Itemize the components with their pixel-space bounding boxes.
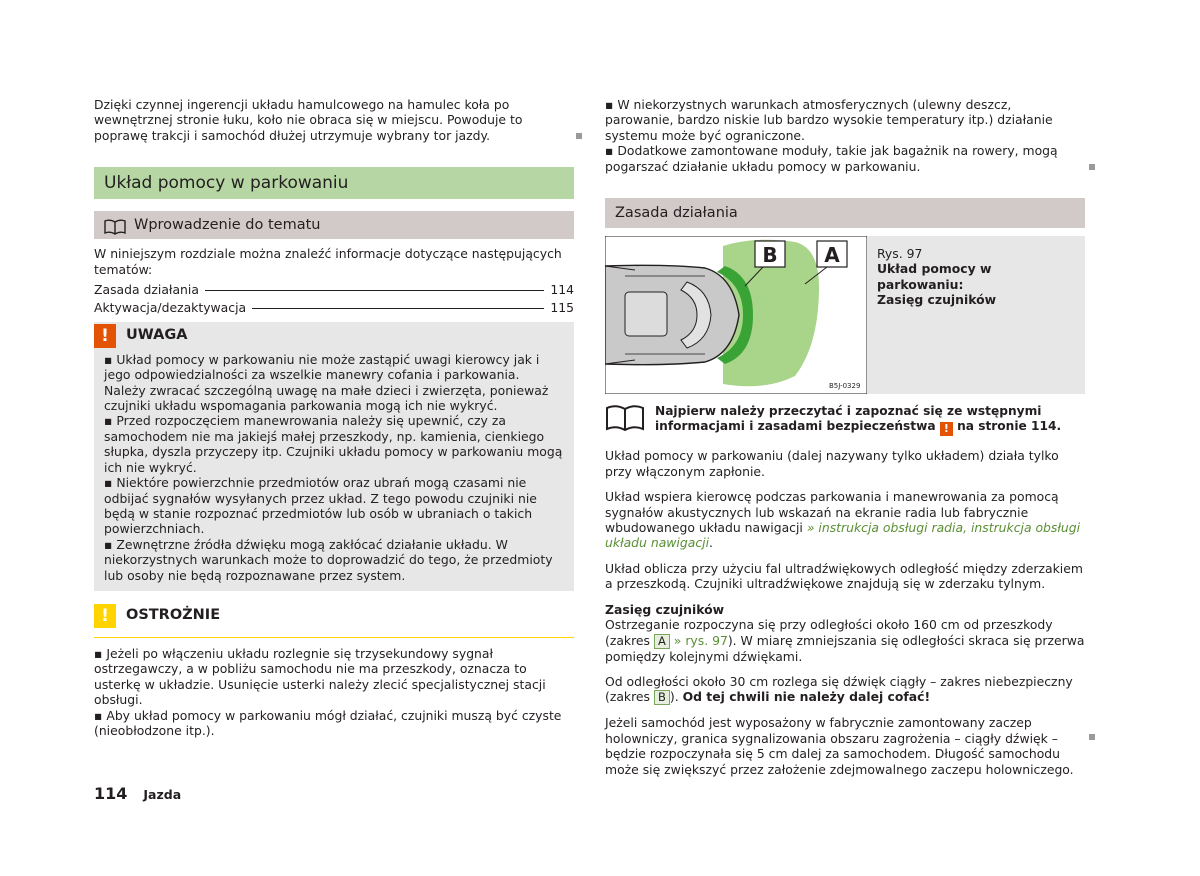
toc-item[interactable]	[94, 300, 574, 315]
warning-item: ▪ Zewnętrzne źródła dźwięku mogą zakłócać działanie układu. W niekorzystnych warunkach może to doprowadzić do tego, że przedmioty lub osoby nie będą rozpoznawane przez system.	[104, 536, 553, 583]
section-title: Zasada działania	[605, 198, 1085, 228]
read-first-text: Najpierw należy przeczytać i zapoznać się ze wstępnymi informacjami i zasadami bezpieczeństwa	[655, 404, 1042, 434]
read-first-ref[interactable]: na stronie 114.	[957, 419, 1062, 434]
label-b: B	[762, 243, 778, 268]
caution-block	[94, 603, 574, 738]
figure-link[interactable]: » rys. 97	[673, 632, 728, 648]
caution-item: ▪ Jeżeli po włączeniu układu rozlegnie się trzysekundowy sygnał ostrzegawczy, a w pobliżu samochodu nie ma przeszkody, oznacza to usterkę w układzie. Usunięcie usterki należy zlecić specjalistycznej stacji obsługi.	[94, 645, 546, 708]
caution-body	[94, 637, 574, 738]
toc-item-label: Aktywacja/dezaktywacja	[94, 300, 247, 316]
top-item: ▪ W niekorzystnych warunkach atmosferycznych (ulewny deszcz, parowanie, bardzo niskie lub bardzo wysokie temperatury itp.) działanie systemu może być ograniczone.	[605, 97, 1053, 143]
warning-icon: !	[94, 324, 116, 348]
toc-item[interactable]	[94, 282, 574, 297]
label-a: A	[824, 243, 840, 268]
toc-list	[94, 282, 574, 316]
page-section: Jazda	[143, 787, 182, 802]
page-number: 114	[94, 784, 128, 803]
danger-note: Od tej chwili nie należy dalej cofać!	[682, 689, 931, 705]
book-icon	[605, 404, 645, 432]
toc-item-page: 114	[550, 282, 574, 298]
toc-lead: W niniejszym rozdziale można znaleźć informacje dotyczące następujących tematów:	[94, 246, 562, 277]
caution-item: ▪ Aby układ pomocy w parkowaniu mógł działać, czujniki muszą być czyste (nieobłodzone itp.).	[94, 707, 562, 738]
chapter-title: Układ pomocy w parkowaniu	[94, 167, 574, 199]
book-icon	[104, 217, 126, 233]
toc-leader	[252, 308, 544, 309]
right-column	[605, 97, 1085, 777]
page-footer	[94, 786, 181, 802]
section-end-marker	[1089, 164, 1095, 170]
warning-title: UWAGA	[126, 327, 188, 344]
paragraph: Układ oblicza przy użyciu fal ultradźwiękowych odległość między zderzakiem a przeszkodą. Czujniki ultradźwiękowe znajdują się w zderzaku tylnym.	[605, 560, 1083, 592]
car-roof	[625, 292, 667, 336]
intro-section-title: Wprowadzenie do tematu	[134, 217, 321, 234]
top-item: ▪ Dodatkowe zamontowane moduły, takie jak bagażnik na rowery, mogą pogarszać działanie układu pomocy w parkowaniu.	[605, 143, 1058, 174]
caution-header	[94, 603, 574, 629]
paragraph: Od odległości około 30 cm rozlega się dźwięk ciągły – zakres niebezpieczny (zakres B ). Od tej chwili nie należy dalej cofać!	[605, 673, 1073, 705]
warning-item: ▪ Niektóre powierzchnie przedmiotów oraz ubrań mogą czasami nie odbijać sygnałów wysyłanych przez układ. Z tego powodu czujniki nie będą w stanie rozpoznać przedmiotów lub osób w ubraniach o takich powierzchniach.	[104, 475, 537, 537]
caption-line1: Układ pomocy w parkowaniu:	[877, 261, 992, 292]
paragraph: Jeżeli samochód jest wyposażony w fabrycznie zamontowany zaczep holowniczy, granica sygnalizowania obszaru zagrożenia – ciągły dźwięk – będzie rozpoczynała się 5 cm dalej za samochodem. Długość samochodu może się zwiększyć przez założenie zdejmowalnego zaczepu holowniczego.	[605, 715, 1074, 777]
warning-body	[94, 348, 574, 591]
read-first-note	[605, 404, 1085, 436]
manual-link[interactable]: » instrukcja obsługi radia, instrukcja obsługi układu nawigacji	[605, 520, 1081, 551]
intro-section-header	[94, 211, 574, 239]
intro-paragraph: Dzięki czynnej ingerencji układu hamulcowego na hamulec koła po wewnętrznej stronie łuku, koło nie obraca się w miejscu. Powoduje to poprawę trakcji i samochód dłużej utrzymuje wybrany tor jazdy.	[94, 97, 523, 143]
paragraph: Układ wspiera kierowcę podczas parkowania i manewrowania za pomocą sygnałów akustycznych lub wskazań na ekranie radia lub fabrycznie wbudowanego układu nawigacji » instrukcja obsługi radia, instrukcja obsługi układu nawigacji.	[605, 489, 1081, 551]
paragraph: Układ pomocy w parkowaniu (dalej nazywany tylko układem) działa tylko przy włączonym zapłonie.	[605, 448, 1059, 479]
parking-sensor-diagram	[605, 236, 867, 394]
warning-box	[94, 322, 574, 591]
left-column	[94, 97, 574, 738]
warning-item: ▪ Układ pomocy w parkowaniu nie może zastąpić uwagi kierowcy jak i jego odpowiedzialności za wszelkie manewry cofania i parkowania. Należy zwracać szczególną uwagę na małe dzieci i zwierzęta, ponieważ czujniki układu wspomagania parkowania mogą ich nie wykryć.	[104, 351, 549, 414]
section-end-marker	[1089, 734, 1095, 740]
warning-icon: !	[940, 422, 953, 436]
warning-header	[94, 322, 574, 348]
zone-b-ref: B	[654, 690, 670, 705]
figure-97	[605, 236, 1085, 394]
caption-number: Rys. 97	[877, 246, 923, 262]
toc-item-label: Zasada działania	[94, 282, 199, 298]
paragraph: Ostrzeganie rozpoczyna się przy odległości około 160 cm od przeszkody (zakres A » rys. 97). W miarę zmniejszania się odległości skraca się przerwa pomiędzy kolejnymi dźwiękami.	[605, 617, 1085, 664]
range-title: Zasięg czujników	[605, 601, 725, 617]
figure-caption	[877, 246, 1077, 308]
section-end-marker	[576, 133, 582, 139]
caption-line2: Zasięg czujników	[877, 292, 997, 308]
toc-leader	[205, 290, 544, 291]
caution-icon: !	[94, 604, 116, 628]
warning-item: ▪ Przed rozpoczęciem manewrowania należy się upewnić, czy za samochodem nie ma jakiejś małej przeszkody, np. kamienia, cienkiego słupka, dyszla przyczepy itp. Czujniki układu pomocy w parkowaniu mogą ich nie wykryć.	[104, 413, 563, 475]
caution-title: OSTROŻNIE	[126, 607, 221, 624]
figure-code: B5J-0329	[829, 382, 861, 391]
zone-a-ref: A	[654, 634, 670, 649]
toc-item-page: 115	[550, 300, 574, 316]
